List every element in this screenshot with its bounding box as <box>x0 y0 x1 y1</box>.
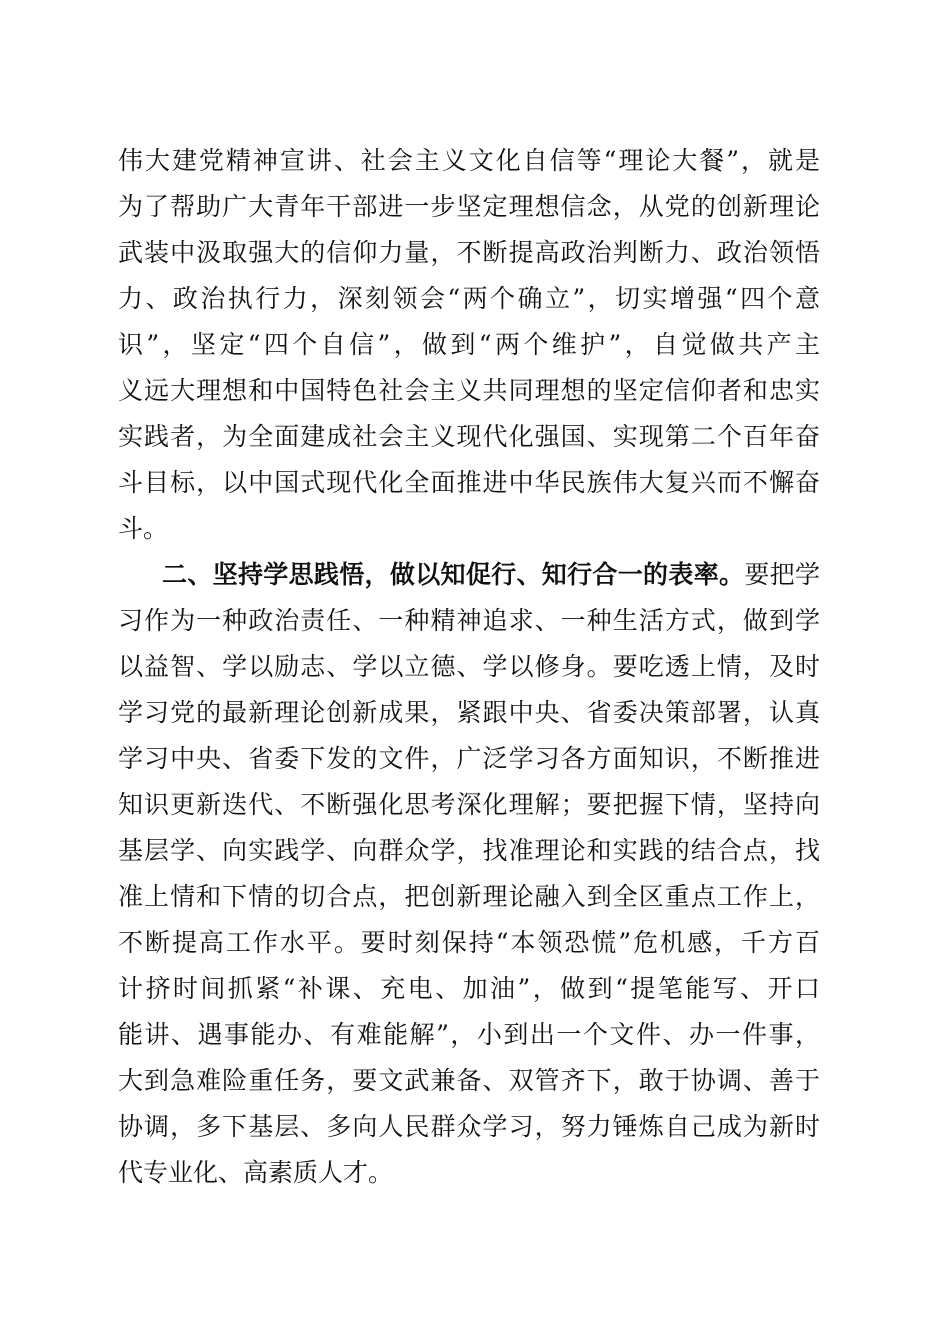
paragraph1-line: 义远大理想和中国特色社会主义共同理想的坚定信仰者和忠实 <box>118 376 820 405</box>
paragraph2-line: 知识更新迭代、不断强化思考深化理解；要把握下情，坚持向 <box>118 790 820 819</box>
paragraph2-line: 习作为一种政治责任、一种精神追求、一种生活方式，做到学 <box>118 606 820 635</box>
paragraph1-line: 伟大建党精神宣讲、社会主义文化自信等“理论大餐”，就是 <box>118 146 820 175</box>
paragraph1-line: 武装中汲取强大的信仰力量，不断提高政治判断力、政治领悟 <box>118 238 820 267</box>
paragraph1-line: 力、政治执行力，深刻领会“两个确立”，切实增强“四个意 <box>118 284 820 313</box>
paragraph1-line: 斗。 <box>118 514 169 543</box>
paragraph2-line: 基层学、向实践学、向群众学，找准理论和实践的结合点，找 <box>118 836 820 865</box>
paragraph2-line: 学习中央、省委下发的文件，广泛学习各方面知识，不断推进 <box>118 744 820 773</box>
paragraph2-line: 协调，多下基层、多向人民群众学习，努力锤炼自己成为新时 <box>118 1112 820 1141</box>
paragraph2-line: 代专业化、高素质人才。 <box>118 1158 394 1187</box>
paragraph2-line: 大到急难险重任务，要文武兼备、双管齐下，敢于协调、善于 <box>118 1066 820 1095</box>
section-heading: 二、坚持学思践悟，做以知促行、知行合一的表率。 <box>162 560 745 589</box>
paragraph2-line: 不断提高工作水平。要时刻保持“本领恐慌”危机感，千方百 <box>118 928 820 957</box>
paragraph2-line: 学习党的最新理论创新成果，紧跟中央、省委决策部署，认真 <box>118 698 820 727</box>
paragraph2-line: 准上情和下情的切合点，把创新理论融入到全区重点工作上， <box>118 882 820 911</box>
paragraph1-line: 识”，坚定“四个自信”，做到“两个维护”，自觉做共产主 <box>118 330 820 359</box>
paragraph1-line: 斗目标，以中国式现代化全面推进中华民族伟大复兴而不懈奋 <box>118 468 820 497</box>
paragraph2-first-line-rest: 要把学 <box>744 560 820 589</box>
paragraph2-line: 能讲、遇事能办、有难能解”，小到出一个文件、办一件事， <box>118 1020 820 1049</box>
paragraph2-line: 计挤时间抓紧“补课、充电、加油”，做到“提笔能写、开口 <box>118 974 820 1003</box>
paragraph1-line: 实践者，为全面建成社会主义现代化强国、实现第二个百年奋 <box>118 422 820 451</box>
paragraph2-line: 以益智、学以励志、学以立德、学以修身。要吃透上情，及时 <box>118 652 820 681</box>
paragraph2-first-line <box>162 560 820 590</box>
paragraph1-line: 为了帮助广大青年干部进一步坚定理想信念，从党的创新理论 <box>118 192 820 221</box>
